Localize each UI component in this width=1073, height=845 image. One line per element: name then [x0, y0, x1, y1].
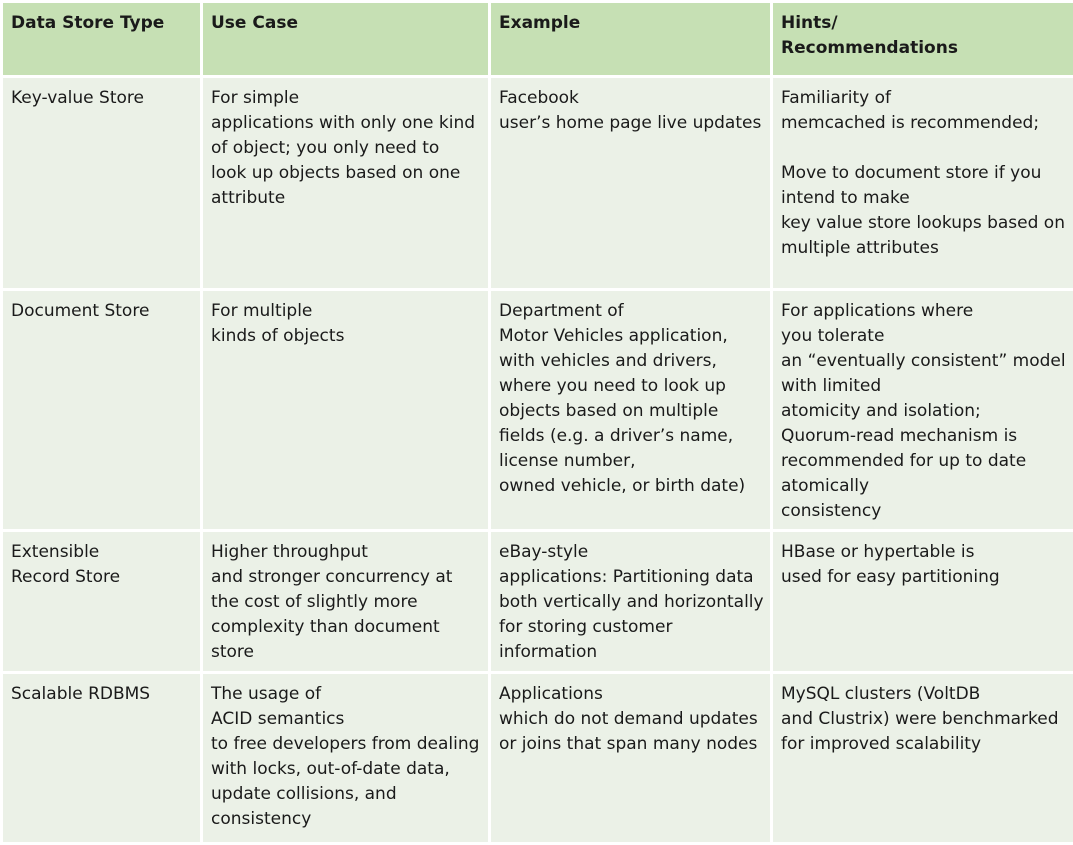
- header-hints-recommendations: Hints/ Recommendations: [772, 2, 1073, 77]
- cell-data-store-type: Extensible Record Store: [2, 531, 202, 673]
- table-row: [2, 77, 1073, 290]
- header-use-case: Use Case: [202, 2, 490, 77]
- cell-data-store-type: Document Store: [2, 290, 202, 531]
- cell-data-store-type: Key-value Store: [2, 77, 202, 290]
- cell-example: Department of Motor Vehicles application, with vehicles and drivers, where you need to look up objects based on multiple fields (e.g. a driver’s name, license number, owned vehicle, or birth date): [490, 290, 772, 531]
- header-example: Example: [490, 2, 772, 77]
- cell-use-case: Higher throughput and stronger concurrency at the cost of slightly more complexity than document store: [202, 531, 490, 673]
- table-row: [2, 673, 1073, 844]
- header-data-store-type: Data Store Type: [2, 2, 202, 77]
- cell-use-case: The usage of ACID semantics to free developers from dealing with locks, out-of-date data, update collisions, and consistency: [202, 673, 490, 844]
- cell-hints: For applications where you tolerate an “eventually consistent” model with limited atomicity and isolation; Quorum-read mechanism is recommended for up to date atomically consistency: [772, 290, 1073, 531]
- header-row: [2, 2, 1073, 77]
- table-row: [2, 290, 1073, 531]
- cell-example: Applications which do not demand updates or joins that span many nodes: [490, 673, 772, 844]
- cell-hints: MySQL clusters (VoltDB and Clustrix) were benchmarked for improved scalability: [772, 673, 1073, 844]
- cell-example: eBay-style applications: Partitioning data both vertically and horizontally for storing customer information: [490, 531, 772, 673]
- table-row: [2, 531, 1073, 673]
- cell-hints: HBase or hypertable is used for easy partitioning: [772, 531, 1073, 673]
- cell-data-store-type: Scalable RDBMS: [2, 673, 202, 844]
- cell-hints: Familiarity of memcached is recommended; Move to document store if you intend to make key value store lookups based on multiple attributes: [772, 77, 1073, 290]
- cell-use-case: For multiple kinds of objects: [202, 290, 490, 531]
- cell-use-case: For simple applications with only one kind of object; you only need to look up objects based on one attribute: [202, 77, 490, 290]
- cell-example: Facebook user’s home page live updates: [490, 77, 772, 290]
